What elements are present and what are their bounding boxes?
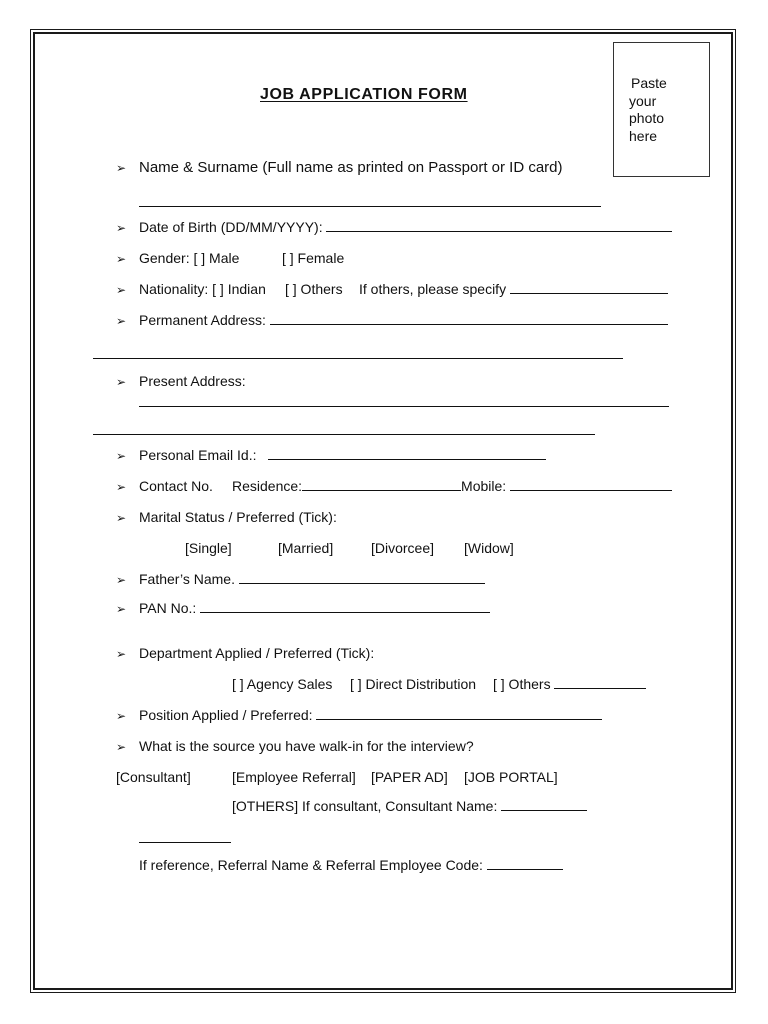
source-others-consultant-label: [OTHERS] If consultant, Consultant Name: bbox=[232, 798, 498, 814]
department-label: Department Applied / Preferred (Tick): bbox=[139, 645, 375, 661]
referral-label: If reference, Referral Name & Referral Employee Code: bbox=[139, 857, 483, 873]
dob-input-line[interactable] bbox=[326, 219, 672, 232]
name-input-line[interactable] bbox=[139, 206, 601, 207]
arrow-bullet-icon: ➢ bbox=[116, 647, 127, 661]
source-option-paper-ad[interactable]: [PAPER AD] bbox=[371, 769, 448, 785]
department-others-option[interactable]: [ ] Others bbox=[493, 676, 551, 692]
gender-male-option[interactable]: [ ] Male bbox=[193, 250, 240, 266]
consultant-name-input-line[interactable] bbox=[501, 798, 587, 811]
photo-text-line: your bbox=[629, 92, 657, 109]
department-direct-distribution-option[interactable]: [ ] Direct Distribution bbox=[350, 676, 477, 692]
email-label: Personal Email Id.: bbox=[139, 447, 257, 463]
arrow-bullet-icon: ➢ bbox=[116, 709, 127, 723]
marital-option-married[interactable]: [Married] bbox=[278, 540, 334, 556]
permanent-address-input-line-2[interactable] bbox=[93, 358, 623, 359]
source-option-job-portal[interactable]: [JOB PORTAL] bbox=[464, 769, 558, 785]
father-name-label: Father’s Name. bbox=[139, 571, 235, 587]
present-address-input-line-2[interactable] bbox=[93, 434, 595, 435]
photo-placeholder-box[interactable] bbox=[613, 42, 710, 177]
mobile-input-line[interactable] bbox=[510, 478, 672, 491]
marital-option-widow[interactable]: [Widow] bbox=[464, 540, 514, 556]
marital-option-single[interactable]: [Single] bbox=[185, 540, 232, 556]
arrow-bullet-icon: ➢ bbox=[116, 602, 127, 616]
arrow-bullet-icon: ➢ bbox=[116, 314, 127, 328]
nationality-indian-option[interactable]: [ ] Indian bbox=[212, 281, 266, 297]
department-others-input-line[interactable] bbox=[554, 676, 646, 689]
permanent-address-label: Permanent Address: bbox=[139, 312, 266, 328]
arrow-bullet-icon: ➢ bbox=[116, 221, 127, 235]
referral-input-line[interactable] bbox=[487, 857, 563, 870]
contact-residence-label: Residence: bbox=[232, 478, 303, 494]
email-input-line[interactable] bbox=[268, 447, 546, 460]
position-label: Position Applied / Preferred: bbox=[139, 707, 313, 723]
arrow-bullet-icon: ➢ bbox=[116, 511, 127, 525]
position-input-line[interactable] bbox=[316, 707, 602, 720]
arrow-bullet-icon: ➢ bbox=[116, 740, 127, 754]
source-option-employee-referral[interactable]: [Employee Referral] bbox=[232, 769, 356, 785]
dob-label: Date of Birth (DD/MM/YYYY): bbox=[139, 219, 323, 235]
present-address-input-line[interactable] bbox=[139, 406, 669, 407]
gender-female-option[interactable]: [ ] Female bbox=[282, 250, 345, 266]
photo-text-line: here bbox=[629, 127, 658, 144]
arrow-bullet-icon: ➢ bbox=[116, 480, 127, 494]
photo-text-line: photo bbox=[629, 110, 665, 126]
pan-input-line[interactable] bbox=[200, 600, 490, 613]
contact-label: Contact No. bbox=[139, 478, 213, 494]
source-question-label: What is the source you have walk-in for the interview? bbox=[139, 738, 474, 754]
permanent-address-input-line[interactable] bbox=[270, 312, 668, 325]
present-address-label: Present Address: bbox=[139, 373, 246, 389]
nationality-label: Nationality: bbox=[139, 281, 209, 297]
name-label: Name & Surname (Full name as printed on Passport or ID card) bbox=[139, 159, 563, 176]
marital-status-label: Marital Status / Preferred (Tick): bbox=[139, 509, 337, 525]
arrow-bullet-icon: ➢ bbox=[116, 573, 127, 587]
arrow-bullet-icon: ➢ bbox=[116, 449, 127, 463]
arrow-bullet-icon: ➢ bbox=[116, 161, 127, 175]
department-agency-sales-option[interactable]: [ ] Agency Sales bbox=[232, 676, 333, 692]
nationality-specify-label: If others, please specify bbox=[359, 281, 507, 297]
arrow-bullet-icon: ➢ bbox=[116, 283, 127, 297]
marital-option-divorcee[interactable]: [Divorcee] bbox=[371, 540, 435, 556]
photo-text-line: Paste bbox=[631, 75, 667, 91]
consultant-name-input-line-2[interactable] bbox=[139, 842, 231, 843]
pan-label: PAN No.: bbox=[139, 600, 197, 616]
nationality-specify-input-line[interactable] bbox=[510, 281, 668, 294]
source-option-consultant[interactable]: [Consultant] bbox=[116, 769, 191, 785]
contact-mobile-label: Mobile: bbox=[461, 478, 507, 494]
residence-input-line[interactable] bbox=[302, 478, 461, 491]
arrow-bullet-icon: ➢ bbox=[116, 252, 127, 266]
father-name-input-line[interactable] bbox=[239, 571, 485, 584]
nationality-others-option[interactable]: [ ] Others bbox=[285, 281, 343, 297]
arrow-bullet-icon: ➢ bbox=[116, 375, 127, 389]
form-title: JOB APPLICATION FORM bbox=[260, 86, 468, 103]
gender-label: Gender: bbox=[139, 250, 190, 266]
